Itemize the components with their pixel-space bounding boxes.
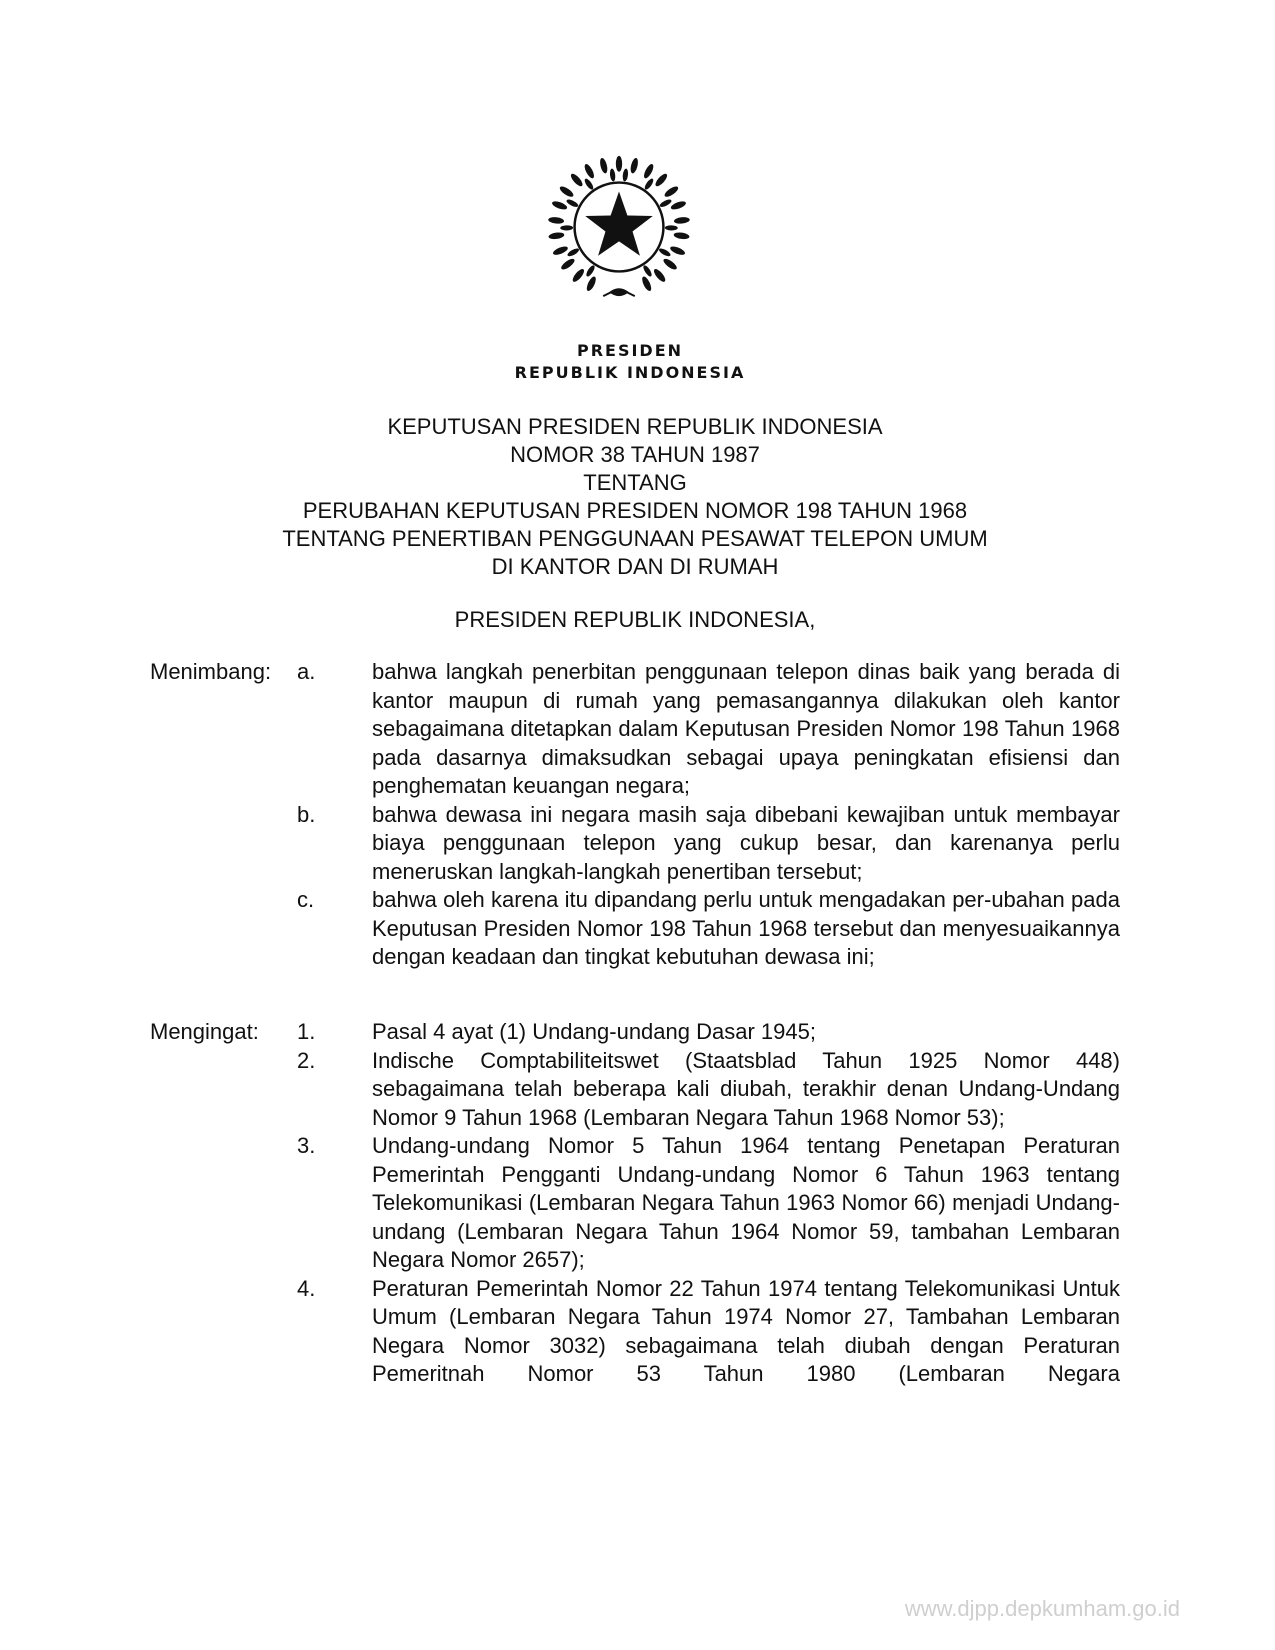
title-line: TENTANG PENERTIBAN PENGGUNAAN PESAWAT TELEPON UMUM	[282, 526, 988, 551]
list-item	[150, 886, 1120, 972]
emblem-caption-line1: PRESIDEN	[576, 341, 684, 360]
emblem-caption-line2: REPUBLIK INDONESIA	[514, 363, 746, 382]
item-marker: c.	[297, 887, 315, 912]
list-item	[150, 801, 1120, 887]
list-item	[150, 1047, 1120, 1133]
item-marker: 2.	[297, 1047, 316, 1073]
item-text: Pasal 4 ayat (1) Undang-undang Dasar 1945;	[372, 1019, 816, 1044]
president-heading: PRESIDEN REPUBLIK INDONESIA,	[454, 607, 816, 632]
item-marker: a.	[297, 659, 316, 684]
title-line: DI KANTOR DAN DI RUMAH	[491, 554, 779, 579]
list-item	[150, 1132, 1120, 1275]
title-line: NOMOR 38 TAHUN 1987	[510, 442, 760, 467]
item-marker: b.	[297, 801, 316, 827]
item-text: Indische Comptabiliteitswet (Staatsblad Tahun 1925 Nomor 448) sebagaimana telah beberapa kali diubah, terakhir denan Undang-Undang Nomor 9 Tahun 1968 (Lembaran Negara Tahun 1968 Nomor 53);	[372, 1047, 1120, 1130]
emblem-caption	[440, 340, 820, 384]
mengingat-section	[150, 1018, 1120, 1389]
list-item	[150, 658, 1120, 801]
item-text: bahwa oleh karena itu dipandang perlu untuk mengadakan per-ubahan pada Keputusan Presiden Nomor 198 Tahun 1968 tersebut dan menyesuaikannya dengan keadaan dan tingkat kebutuhan dewasa ini;	[372, 887, 1120, 969]
item-marker: 3.	[297, 1133, 316, 1158]
item-text: bahwa langkah penerbitan penggunaan telepon dinas baik yang berada di kantor maupun di rumah yang pemasangannya dilakukan oleh kantor sebagaimana ditetapkan dalam Keputusan Presiden Nomor 198 Tahun 1968 pada dasarnya dimaksudkan sebagai upaya peningkatan efisiensi dan penghematan keuangan negara;	[372, 659, 1120, 798]
list-item	[150, 1275, 1120, 1389]
document-title	[150, 413, 1120, 581]
item-text: bahwa dewasa ini negara masih saja dibebani kewajiban untuk membayar biaya penggunaan telepon yang cukup besar, dan karenanya perlu meneruskan langkah-langkah penertiban tersebut;	[372, 801, 1120, 884]
item-marker: 4.	[297, 1275, 316, 1301]
item-marker: 1.	[297, 1019, 316, 1044]
mengingat-label: Mengingat:	[150, 1019, 259, 1044]
menimbang-section	[150, 658, 1120, 972]
title-line: TENTANG	[583, 470, 687, 495]
item-text: Undang-undang Nomor 5 Tahun 1964 tentang Penetapan Peraturan Pemerintah Pengganti Undang-undang Nomor 6 Tahun 1963 tentang Telekomunikasi (Lembaran Negara Tahun 1963 Nomor 66) menjadi Undang-undang (Lembaran Negara Tahun 1964 Nomor 59, tambahan Lembaran Negara Nomor 2657);	[372, 1133, 1120, 1272]
item-text: Peraturan Pemerintah Nomor 22 Tahun 1974 tentang Telekomunikasi Untuk Umum (Lembaran Negara Tahun 1974 Nomor 27, Tambahan Lembaran Negara Nomor 3032) sebagaimana telah diubah dengan Peraturan Pemeritnah Nomor 53 Tahun 1980 (Lembaran Negara	[372, 1275, 1120, 1386]
presidential-emblem-icon	[540, 148, 698, 306]
menimbang-label: Menimbang:	[150, 659, 272, 684]
title-line: KEPUTUSAN PRESIDEN REPUBLIK INDONESIA	[387, 414, 883, 439]
list-item	[150, 1018, 1120, 1047]
watermark: www.djpp.depkumham.go.id	[904, 1596, 1180, 1621]
title-line: PERUBAHAN KEPUTUSAN PRESIDEN NOMOR 198 TAHUN 1968	[302, 498, 968, 523]
